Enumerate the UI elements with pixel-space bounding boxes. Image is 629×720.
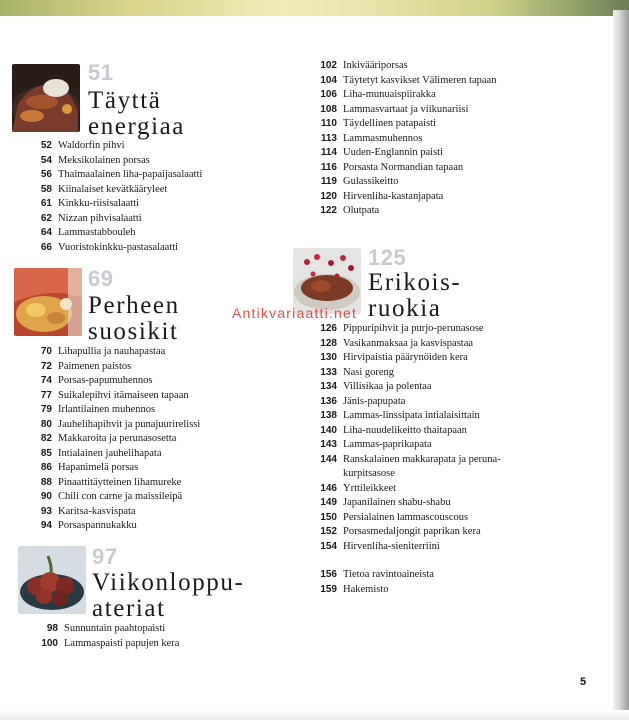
list-item (16, 490, 200, 505)
recipe-title: Gulassikeitto (343, 176, 399, 187)
list-item (304, 337, 501, 352)
page-ref: 82 (40, 433, 52, 444)
food-photo-viikonloppu-icon (18, 546, 86, 614)
recipe-list-continued (304, 59, 496, 219)
list-item (304, 395, 501, 410)
appendix-title: Hakemisto (343, 583, 389, 595)
page-ref: 122 (320, 205, 337, 216)
page-ref: 80 (40, 418, 52, 430)
list-item (304, 88, 496, 103)
page-ref: 93 (40, 505, 52, 517)
page-ref: 94 (40, 520, 52, 531)
list-item (16, 139, 202, 154)
page-ref: 138 (320, 410, 337, 421)
section-title-line: ruokia (368, 295, 442, 322)
section-number: 51 (88, 60, 114, 85)
recipe-title: Jänis-papupata (343, 395, 406, 407)
page-ref: 85 (40, 447, 52, 459)
page-ref: 110 (320, 118, 337, 129)
section-title (88, 293, 180, 345)
list-item (16, 519, 200, 534)
list-item (16, 637, 179, 652)
recipe-title: Thaimaalainen liha-papaijasalaatti (58, 169, 203, 180)
page-ref: 102 (320, 60, 337, 71)
list-item (304, 190, 496, 205)
page-ref: 116 (320, 161, 337, 173)
section-title-line: ateriat (92, 595, 166, 622)
recipe-title: Sunnuntain paahtopaisti (64, 623, 166, 634)
list-item (16, 212, 202, 227)
section-number: 97 (92, 544, 118, 569)
list-item (304, 132, 496, 147)
list-item (16, 360, 200, 375)
section-number: 125 (368, 245, 407, 270)
page-ref: 86 (40, 462, 52, 473)
list-item (16, 505, 200, 520)
recipe-title: Liha-nuudelikeitto thaitapaan (343, 424, 467, 436)
list-item (16, 389, 200, 404)
recipe-title: Inkivääriporsas (343, 60, 408, 71)
page-ref: 54 (40, 154, 52, 166)
recipe-title: Hirvenliha-sieniterriini (343, 540, 440, 552)
page-ref: 128 (320, 337, 337, 349)
list-item (16, 226, 202, 241)
page-ref: 140 (320, 424, 337, 436)
page-ref: 154 (320, 540, 337, 552)
section-title (92, 570, 244, 622)
list-item (304, 59, 496, 74)
recipe-title: Hirvenliha-kastanjapata (343, 190, 444, 202)
page-ref: 120 (320, 190, 337, 202)
recipe-title: Porsaspannukakku (58, 520, 137, 531)
recipe-title-continuation: kurpitsasose (343, 468, 395, 479)
page-bottom-shade (0, 710, 629, 720)
list-item (16, 345, 200, 360)
page-ref: 74 (40, 375, 52, 386)
section-title-line: Erikois- (368, 269, 462, 296)
page-ref: 90 (40, 491, 52, 502)
list-item (16, 403, 200, 418)
list-item (304, 525, 501, 540)
recipe-title: Porsas-papumuhennos (58, 375, 153, 386)
recipe-title: Lammas-paprikapata (343, 439, 432, 450)
list-item (304, 322, 501, 337)
page-ref: 134 (320, 381, 337, 392)
page-ref: 113 (320, 132, 337, 144)
page-ref: 56 (40, 169, 52, 180)
list-item (304, 540, 501, 555)
recipe-title: Nizzan pihvisalaatti (58, 212, 142, 224)
recipe-title: Ranskalainen makkarapata ja peruna- (343, 453, 501, 465)
recipe-title: Makkaroita ja perunasosetta (58, 433, 177, 444)
appendix-list (304, 568, 434, 597)
list-item (16, 374, 200, 389)
page-ref: 58 (40, 183, 52, 195)
list-item (304, 351, 501, 366)
recipe-title: Pinaattitäytteinen lihamureke (58, 476, 182, 488)
recipe-title: Lammas-linssipata intialaisittain (343, 410, 480, 421)
recipe-title: Villisikaa ja polentaa (343, 381, 432, 392)
page-ref: 66 (40, 241, 52, 253)
page-ref: 79 (40, 404, 52, 415)
list-item (304, 568, 434, 583)
recipe-title: Yrttileikkeet (343, 482, 397, 494)
list-item (304, 146, 496, 161)
recipe-title: Japanilainen shabu-shabu (343, 497, 451, 508)
recipe-list (16, 622, 179, 651)
page-ref: 52 (40, 140, 52, 151)
list-item (16, 476, 200, 491)
recipe-title: Chili con carne ja maissileipä (58, 491, 183, 502)
list-item (304, 103, 496, 118)
list-item (304, 453, 501, 468)
watermark: Antikvariaatti.net (232, 305, 358, 321)
recipe-title: Paimenen paistos (58, 360, 132, 372)
recipe-title: Uuden-Englannin paisti (343, 147, 444, 158)
list-item (304, 161, 496, 176)
recipe-title: Lammaspaisti papujen kera (64, 637, 180, 649)
list-item (304, 482, 501, 497)
recipe-title: Lammastabbouleh (58, 227, 136, 238)
section-title-line: energiaa (88, 113, 186, 140)
list-item (304, 74, 496, 89)
list-item (304, 424, 501, 439)
page-ref: 152 (320, 526, 337, 537)
recipe-title: Lammasvartaat ja viikunariisi (343, 103, 469, 115)
page-top-strip (0, 0, 629, 16)
recipe-title: Kinkku-riisisalaatti (58, 198, 140, 209)
recipe-title: Liha-munuaispiirakka (343, 89, 436, 100)
recipe-title: Irlantilainen muhennos (58, 404, 156, 415)
section-title-line: suosikit (88, 318, 179, 345)
page-ref: 156 (320, 569, 337, 580)
page-ref: 159 (320, 583, 337, 595)
list-item (16, 418, 200, 433)
recipe-title: Täydellinen patapaisti (343, 118, 437, 129)
list-item (16, 154, 202, 169)
food-photo-perheen-icon (14, 268, 82, 336)
recipe-title: Lammasmuhennos (343, 132, 423, 144)
recipe-title: Jauhelihapihvit ja punajuurirelissi (58, 418, 201, 430)
list-item (16, 461, 200, 476)
list-item (304, 511, 501, 526)
page-number: 5 (580, 676, 587, 688)
list-item (16, 447, 200, 462)
page-ref: 70 (40, 346, 52, 357)
list-item (16, 622, 179, 637)
section-number: 69 (88, 266, 114, 291)
page-ref: 72 (40, 360, 52, 372)
page-ref: 146 (320, 482, 337, 494)
recipe-title: Intialainen jauhelihapata (58, 447, 162, 459)
page-ref: 108 (320, 103, 337, 115)
page-binding-edge (613, 10, 629, 720)
recipe-list (16, 139, 202, 255)
list-item (16, 183, 202, 198)
list-item (304, 380, 501, 395)
list-item (304, 438, 501, 453)
recipe-title: Karitsa-kasvispata (58, 505, 136, 517)
list-item (304, 583, 434, 598)
recipe-title: Kiinalaiset kevätkääryleet (58, 183, 168, 195)
recipe-title: Olutpata (343, 205, 380, 216)
recipe-title: Hirvipaistia päärynöiden kera (343, 352, 468, 363)
page-ref: 143 (320, 439, 337, 450)
recipe-title: Hapanimelä porsas (58, 462, 139, 473)
recipe-title: Porsasta Normandian tapaan (343, 161, 464, 173)
recipe-title: Waldorfin pihvi (58, 140, 125, 151)
list-item (304, 175, 496, 190)
list-item (304, 496, 501, 511)
recipe-title: Nasi goreng (343, 366, 395, 378)
page-ref: 119 (320, 176, 337, 187)
list-item (304, 117, 496, 132)
recipe-title: Suikalepihvi itämaiseen tapaan (58, 389, 189, 401)
list-item (304, 366, 501, 381)
page-ref: 114 (320, 147, 337, 158)
page-ref: 77 (40, 389, 52, 401)
page-ref: 130 (320, 352, 337, 363)
recipe-title: Meksikolainen porsas (58, 154, 150, 166)
page-ref: 98 (46, 623, 58, 634)
list-item (304, 409, 501, 424)
recipe-list (16, 345, 200, 534)
recipe-title: Vasikanmaksaa ja kasvispastaa (343, 337, 474, 349)
list-item (16, 168, 202, 183)
page-ref: 104 (320, 74, 337, 86)
section-title (368, 270, 461, 322)
section-title-line: Täyttä (88, 87, 162, 114)
page-ref: 144 (320, 453, 337, 465)
recipe-title: Vuoristokinkku-pastasalaatti (58, 241, 179, 253)
recipe-title: Lihapullia ja nauhapastaa (58, 346, 166, 357)
page-ref: 106 (320, 89, 337, 100)
recipe-list (304, 322, 501, 554)
food-photo-energiaa-icon (12, 64, 80, 132)
page-ref: 149 (320, 497, 337, 508)
recipe-title: Pippuripihvit ja purjo-perunasose (343, 323, 484, 334)
recipe-title: Täytetyt kasvikset Välimeren tapaan (343, 74, 497, 86)
recipe-title: Persialainen lammascouscous (343, 511, 469, 523)
list-item (304, 204, 496, 219)
list-item-continuation (304, 467, 501, 482)
page-ref: 133 (320, 366, 337, 378)
list-item (16, 432, 200, 447)
page-ref: 150 (320, 511, 337, 523)
page-ref: 136 (320, 395, 337, 407)
section-title-line: Viikonloppu- (92, 569, 245, 596)
list-item (16, 197, 202, 212)
recipe-title: Porsasmedaljongit paprikan kera (343, 526, 481, 537)
section-title (88, 88, 185, 140)
section-title-line: Perheen (88, 292, 180, 319)
page-ref: 126 (320, 323, 337, 334)
page-ref: 61 (40, 198, 52, 209)
list-item (16, 241, 202, 256)
page-ref: 100 (41, 637, 58, 649)
page-ref: 64 (40, 227, 52, 238)
page-ref: 62 (40, 212, 52, 224)
appendix-title: Tietoa ravintoaineista (343, 569, 434, 580)
page-ref: 88 (40, 476, 52, 488)
